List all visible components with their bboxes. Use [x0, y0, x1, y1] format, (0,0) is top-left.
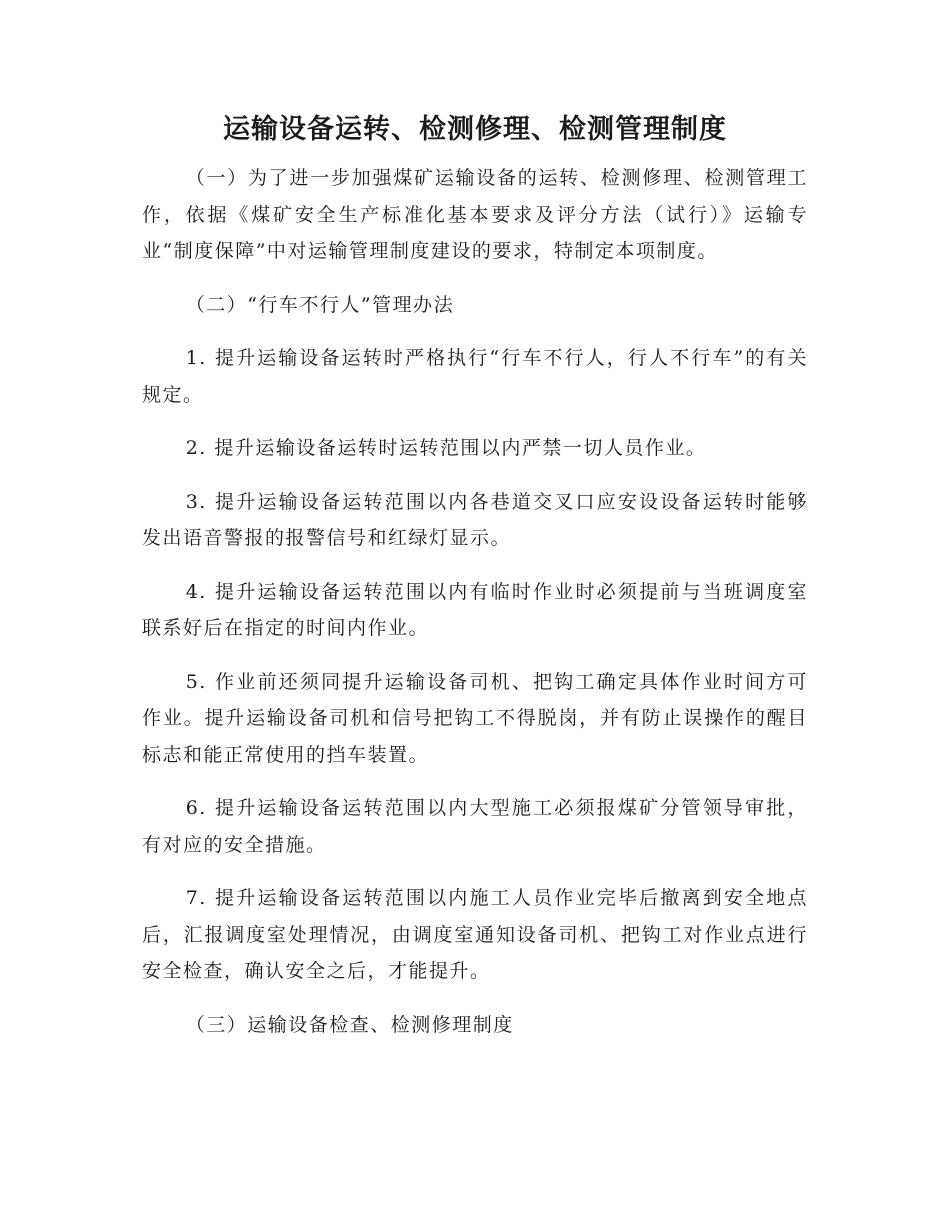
list-item-4: 4. 提升运输设备运转范围以内有临时作业时必须提前与当班调度室联系好后在指定的时间内作业。 — [142, 580, 808, 639]
section-heading-3: （三）运输设备检查、检测修理制度 — [185, 1013, 514, 1036]
list-item-5: 5. 作业前还须同提升运输设备司机、把钩工确定具体作业时间方可作业。提升运输设备司机和信号把钩工不得脱岗，并有防止误操作的醒目标志和能正常使用的挡车装置。 — [142, 670, 808, 766]
paragraph-intro: （一）为了进一步加强煤矿运输设备的运转、检测修理、检测管理工作，依据《煤矿安全生产标准化基本要求及评分方法（试行）》运输专业“制度保障”中对运输管理制度建设的要求，特制定本项制度。 — [142, 167, 808, 262]
list-item-1: 1. 提升运输设备运转时严格执行“行车不行人，行人不行车”的有关规定。 — [142, 347, 808, 406]
list-item-6: 6. 提升运输设备运转范围以内大型施工必须报煤矿分管领导审批，有对应的安全措施。 — [142, 797, 808, 856]
list-item-3: 3. 提升运输设备运转范围以内各巷道交叉口应安设设备运转时能够发出语音警报的报警信号和红绿灯显示。 — [142, 490, 808, 549]
list-item-7: 7. 提升运输设备运转范围以内施工人员作业完毕后撤离到安全地点后，汇报调度室处理情况，由调度室通知设备司机、把钩工对作业点进行安全检查，确认安全之后，才能提升。 — [142, 887, 808, 982]
document-page — [142, 108, 808, 1043]
section-heading-2: （二）“行车不行人”管理办法 — [185, 293, 455, 316]
list-item-2: 2. 提升运输设备运转时运转范围以内严禁一切人员作业。 — [185, 437, 707, 459]
document-title: 运输设备运转、检测修理、检测管理制度 — [223, 114, 727, 145]
